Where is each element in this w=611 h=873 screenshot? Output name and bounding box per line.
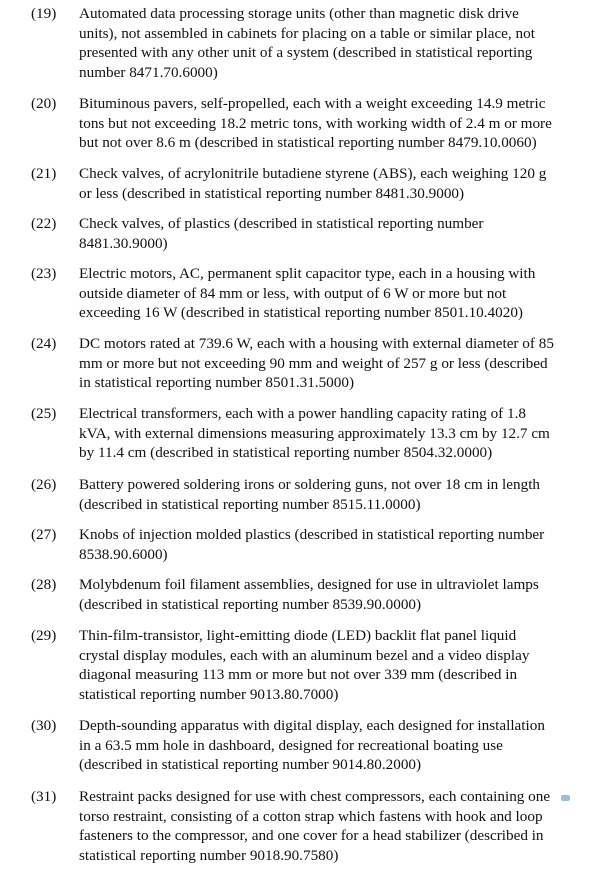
scan-artifact-mark (561, 795, 570, 801)
item-number: (26) (31, 476, 57, 493)
text-line: (described in statistical reporting number 8515.11.0000) (79, 495, 421, 513)
text-line: units), not assembled in cabinets for placing on a table or similar place, not (79, 24, 535, 42)
text-line: kVA, with external dimensions measuring approximately 13.3 cm by 12.7 cm (79, 424, 550, 442)
text-line: outside diameter of 84 mm or less, with output of 6 W or more but not (79, 284, 507, 302)
text-line: statistical reporting number 9013.80.7000) (79, 686, 339, 704)
text-line: Electrical transformers, each with a power handling capacity rating of 1.8 (79, 405, 527, 422)
text-line: number 8471.70.6000) (79, 64, 218, 82)
item-text (79, 626, 591, 705)
text-line: Battery powered soldering irons or soldering guns, not over 18 cm in length (79, 476, 541, 493)
item-text (79, 94, 591, 153)
text-line: statistical reporting number 9018.90.7580) (79, 847, 339, 865)
item-text (79, 787, 591, 866)
item-number: (28) (31, 576, 57, 593)
item-text (79, 4, 591, 83)
text-line: Bituminous pavers, self-propelled, each with a weight exceeding 14.9 metric (79, 95, 546, 112)
text-line: (described in statistical reporting number 9014.80.2000) (79, 756, 422, 774)
item-text (79, 164, 591, 203)
item-text (79, 264, 591, 323)
item-text (79, 475, 591, 514)
text-line: Restraint packs designed for use with chest compressors, each containing one (79, 788, 551, 805)
text-line: 8538.90.6000) (79, 545, 168, 563)
item-number: (27) (31, 526, 57, 543)
text-line: Thin-film-transistor, light-emitting diode (LED) backlit flat panel liquid (79, 627, 517, 644)
text-line: tons but not exceeding 18.2 metric tons, with working width of 2.4 m or more (79, 114, 552, 132)
item-number: (22) (31, 215, 57, 232)
text-line: Check valves, of plastics (described in statistical reporting number (79, 215, 484, 232)
item-text (79, 525, 591, 564)
item-text (79, 575, 591, 614)
item-text (79, 404, 591, 463)
text-line: fasteners to the compressor, and one cover for a head stabilizer (described in (79, 827, 544, 845)
text-line: DC motors rated at 739.6 W, each with a housing with external diameter of 85 (79, 335, 554, 352)
item-number: (29) (31, 627, 57, 644)
text-line: by 11.4 cm (described in statistical reporting number 8504.32.0000) (79, 444, 493, 462)
text-line: 8481.30.9000) (79, 234, 168, 252)
text-line: but not over 8.6 m (described in statistical reporting number 8479.10.0060) (79, 134, 537, 152)
item-number: (23) (31, 265, 57, 282)
item-text (79, 716, 591, 775)
text-line: exceeding 16 W (described in statistical reporting number 8501.10.4020) (79, 304, 523, 322)
item-number: (30) (31, 717, 57, 734)
text-line: torso restraint, consisting of a cotton strap which fastens with hook and loop (79, 807, 543, 825)
text-line: mm or more but not exceeding 90 mm and weight of 257 g or less (described (79, 354, 548, 372)
text-line: crystal display modules, each with an aluminum bezel and a video display (79, 646, 530, 664)
text-line: Knobs of injection molded plastics (described in statistical reporting number (79, 526, 545, 543)
item-text (79, 214, 591, 253)
item-number: (25) (31, 405, 57, 422)
item-text (79, 334, 591, 393)
item-number: (24) (31, 335, 57, 352)
text-line: Depth-sounding apparatus with digital display, each designed for installation (79, 717, 545, 734)
text-line: Check valves, of acrylonitrile butadiene styrene (ABS), each weighing 120 g (79, 165, 547, 182)
item-number: (21) (31, 165, 57, 182)
text-line: diagonal measuring 113 mm or more but not over 339 mm (described in (79, 666, 518, 684)
item-number: (31) (31, 788, 57, 805)
text-line: Molybdenum foil filament assemblies, designed for use in ultraviolet lamps (79, 576, 539, 593)
text-line: in a 63.5 mm hole in dashboard, designed for recreational boating use (79, 736, 503, 754)
text-line: in statistical reporting number 8501.31.5000) (79, 374, 355, 392)
text-line: or less (described in statistical reporting number 8481.30.9000) (79, 184, 465, 202)
text-line: Automated data processing storage units (other than magnetic disk drive (79, 5, 519, 22)
text-line: Electric motors, AC, permanent split capacitor type, each in a housing with (79, 265, 536, 282)
text-line: (described in statistical reporting number 8539.90.0000) (79, 595, 422, 613)
item-number: (19) (31, 5, 57, 22)
item-number: (20) (31, 95, 57, 112)
text-line: presented with any other unit of a system (described in statistical reporting (79, 44, 533, 62)
